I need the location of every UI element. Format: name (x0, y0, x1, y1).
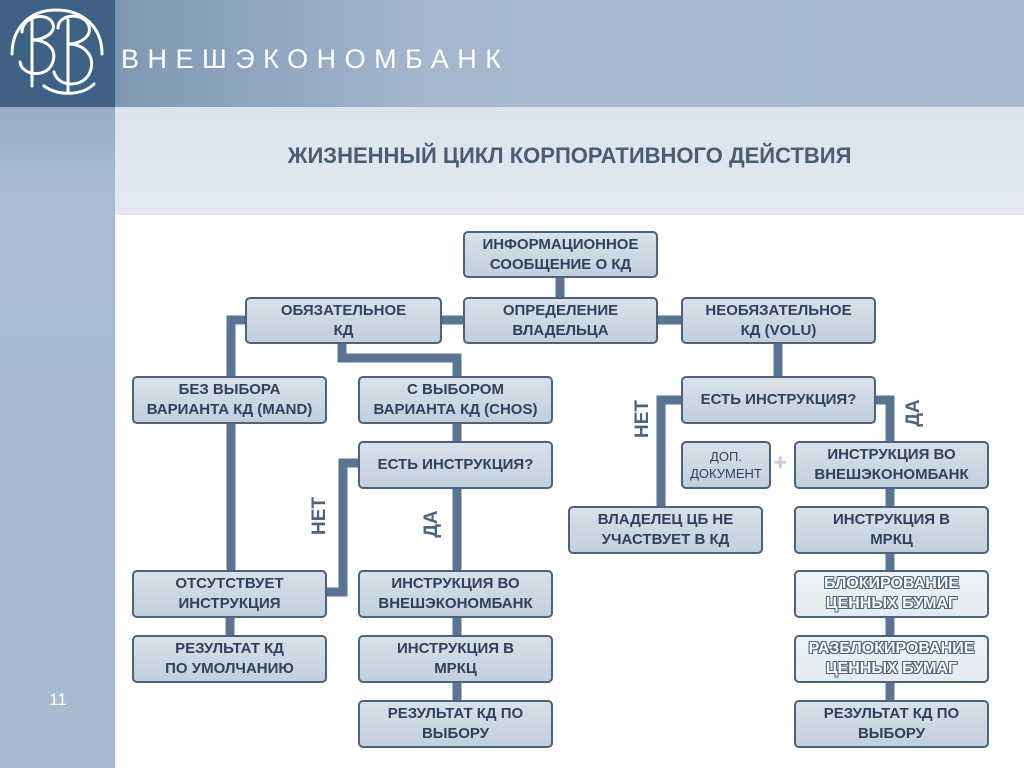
brand-name: ВНЕШЭКОНОМБАНК (121, 44, 510, 74)
chos-result-box: РЕЗУЛЬТАТ КД ПО ВЫБОРУ (358, 700, 553, 748)
plus-icon: + (774, 450, 787, 475)
unblocking-securities-box: РАЗБЛОКИРОВАНИЕ ЦЕННЫХ БУМАГ (794, 635, 989, 683)
chos-instruction-question: ЕСТЬ ИНСТРУКЦИЯ? (358, 441, 553, 489)
mand-box: БЕЗ ВЫБОРА ВАРИАНТА КД (MAND) (132, 376, 327, 424)
default-result-box: РЕЗУЛЬТАТ КД ПО УМОЛЧАНИЮ (132, 635, 327, 683)
extra-document-box: ДОП. ДОКУМЕНТ (681, 441, 771, 489)
owner-not-participate-box: ВЛАДЕЛЕЦ ЦБ НЕ УЧАСТВУЕТ В КД (568, 506, 763, 554)
label-no-right: НЕТ (632, 400, 653, 438)
no-instruction-box: ОТСУТСТВУЕТ ИНСТРУКЦИЯ (132, 570, 327, 618)
volu-instruction-veb-box: ИНСТРУКЦИЯ ВО ВНЕШЭКОНОМБАНК (794, 441, 989, 489)
voluntary-ca-box: НЕОБЯЗАТЕЛЬНОЕ КД (VOLU) (681, 297, 876, 344)
volu-instruction-question: ЕСТЬ ИНСТРУКЦИЯ? (681, 376, 876, 424)
chos-box: С ВЫБОРОМ ВАРИАНТА КД (CHOS) (358, 376, 553, 424)
page-title: ЖИЗНЕННЫЙ ЦИКЛ КОРПОРАТИВНОГО ДЕЙСТВИЯ (287, 143, 852, 168)
label-yes-left: ДА (421, 510, 442, 538)
page-number: 11 (49, 690, 67, 709)
owner-determination-box: ОПРЕДЕЛЕНИЕ ВЛАДЕЛЬЦА (463, 297, 658, 344)
chos-instruction-mrkc-box: ИНСТРУКЦИЯ В МРКЦ (358, 635, 553, 683)
label-no-left: НЕТ (309, 497, 330, 535)
info-message-box: ИНФОРМАЦИОННОЕ СООБЩЕНИЕ О КД (463, 231, 658, 278)
volu-instruction-mrkc-box: ИНСТРУКЦИЯ В МРКЦ (794, 506, 989, 554)
mandatory-ca-box: ОБЯЗАТЕЛЬНОЕ КД (245, 297, 442, 344)
label-yes-right: ДА (903, 399, 924, 427)
volu-result-box: РЕЗУЛЬТАТ КД ПО ВЫБОРУ (794, 700, 989, 748)
blocking-securities-box: БЛОКИРОВАНИЕ ЦЕННЫХ БУМАГ (794, 570, 989, 618)
chos-instruction-veb-box: ИНСТРУКЦИЯ ВО ВНЕШЭКОНОМБАНК (358, 570, 553, 618)
